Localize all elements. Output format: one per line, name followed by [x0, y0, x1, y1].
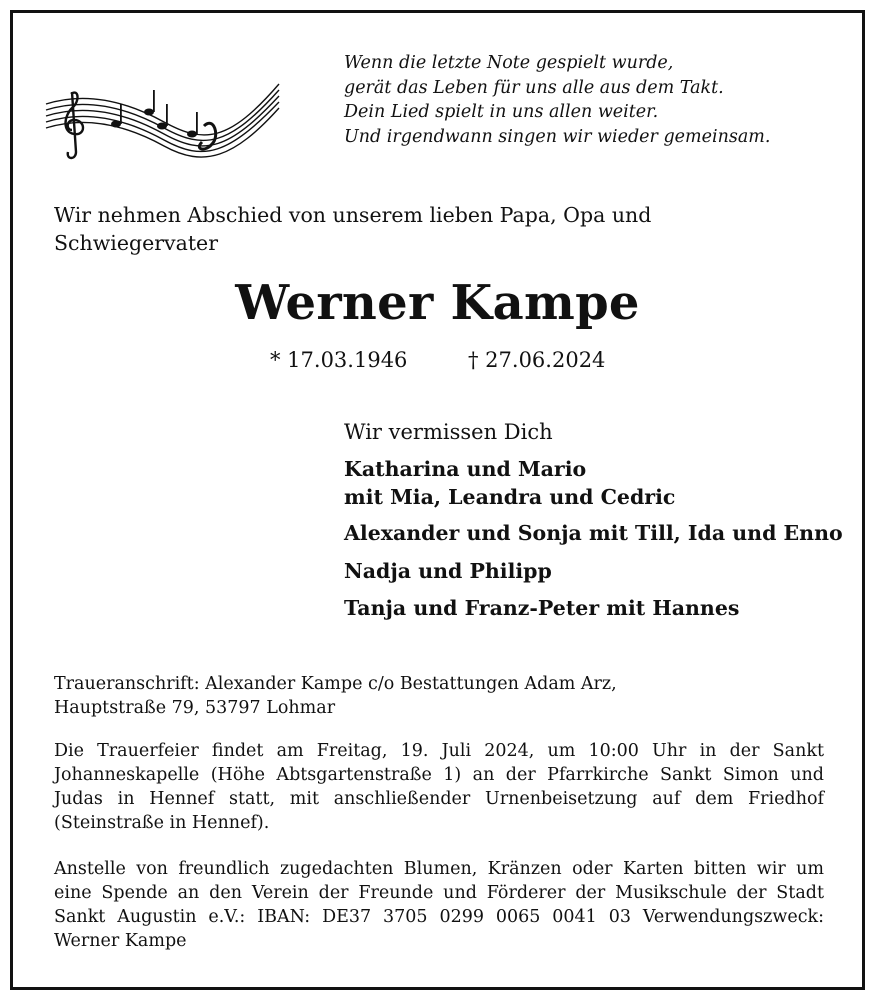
mourner-family: Nadja und Philipp [344, 559, 552, 583]
ceremony-line: Johanneskapelle (Höhe Abtsgartenstraße 1) an der Pfarrkirche Sankt Simon und [54, 765, 824, 785]
poem-line: Wenn die letzte Note gespielt wurde, [344, 53, 674, 73]
mourners-heading: Wir vermissen Dich [344, 420, 553, 444]
farewell-intro [54, 201, 754, 257]
ceremony-line: (Steinstraße in Hennef). [54, 813, 270, 833]
donation-info [54, 857, 824, 953]
poem-line: Und irgendwann singen wir wieder gemeinsam. [344, 126, 771, 147]
poem-line: gerät das Leben für uns alle aus dem Takt. [344, 77, 724, 98]
music-notes-icon [44, 82, 284, 164]
donation-line: Werner Kampe [54, 931, 187, 951]
mourner-family: mit Mia, Leandra und Cedric [344, 485, 676, 509]
donation-line: eine Spende an den Verein der Freunde und Förderer der Musikschule der Stadt [54, 883, 824, 903]
mourner-family: Katharina und Mario [344, 457, 587, 481]
ceremony-line: Die Trauerfeier findet am Freitag, 19. Juli 2024, um 10:00 Uhr in der Sankt [54, 741, 824, 761]
mourner-family: Tanja und Franz-Peter mit Hannes [344, 596, 740, 620]
poem-line: Dein Lied spielt in uns allen weiter. [344, 102, 659, 122]
ceremony-line: Judas in Hennef statt, mit anschließender Urnenbeisetzung auf dem Friedhof [54, 789, 824, 809]
mourning-address [54, 672, 617, 720]
poem [344, 51, 770, 149]
address-line: Traueranschrift: Alexander Kampe c/o Bestattungen Adam Arz, [54, 674, 617, 694]
deceased-name: Werner Kampe [235, 275, 640, 331]
ceremony-info [54, 739, 824, 835]
mourner-family: Alexander und Sonja mit Till, Ida und Enno [344, 521, 843, 545]
birth-date: * 17.03.1946 [270, 348, 408, 372]
intro-line: Wir nehmen Abschied von unserem lieben Papa, Opa und [54, 203, 652, 227]
intro-line: Schwiegervater [54, 231, 218, 255]
donation-line: Sankt Augustin e.V.: IBAN: DE37 3705 0299 0065 0041 03 Verwendungszweck: [54, 907, 824, 927]
address-line: Hauptstraße 79, 53797 Lohmar [54, 698, 336, 718]
death-date: † 27.06.2024 [468, 348, 606, 372]
donation-line: Anstelle von freundlich zugedachten Blumen, Kränzen oder Karten bitten wir um [54, 859, 824, 879]
